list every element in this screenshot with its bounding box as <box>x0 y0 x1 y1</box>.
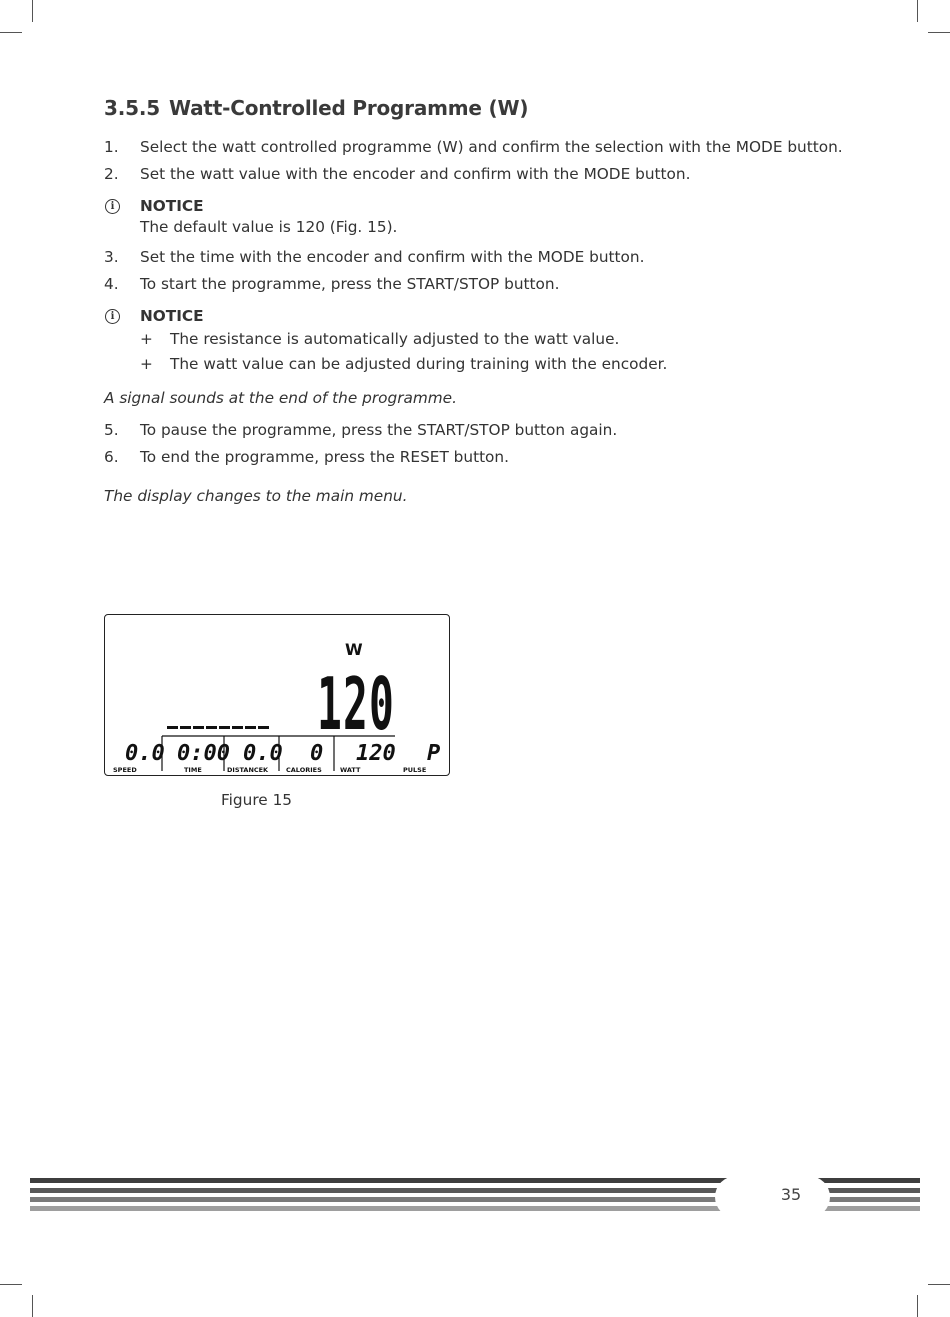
step-text: To pause the programme, press the START/STOP button again. <box>140 421 618 439</box>
step-text: Set the watt value with the encoder and confirm with the MODE button. <box>140 165 691 183</box>
distance-label: DISTANCE <box>227 766 264 774</box>
calories-value: 0 <box>310 741 324 766</box>
notice-text: The default value is 120 (Fig. 15). <box>140 218 398 236</box>
section-number: 3.5.5 <box>104 96 160 120</box>
distance-unit-suffix: K <box>263 766 269 774</box>
result-text: The display changes to the main menu. <box>104 487 408 505</box>
watt-label: WATT <box>340 766 361 774</box>
display-unit: W <box>345 640 363 659</box>
list-item <box>104 417 864 444</box>
result-text: A signal sounds at the end of the programme. <box>104 389 457 407</box>
list-item <box>104 161 864 188</box>
time-label: TIME <box>184 766 202 774</box>
crop-mark <box>32 0 33 22</box>
watt-value: 120 <box>356 741 396 766</box>
list-item <box>104 244 864 271</box>
main-content <box>104 96 864 515</box>
pulse-label: PULSE <box>403 766 427 774</box>
pulse-value: P <box>427 741 441 766</box>
info-icon: i <box>105 199 120 214</box>
step-number: 6. <box>104 448 119 466</box>
bullet-text: The resistance is automatically adjusted to the watt value. <box>170 330 620 348</box>
list-item <box>104 271 864 298</box>
speed-value: 0.0 <box>125 741 165 766</box>
step-number: 5. <box>104 421 119 439</box>
display-main-value: 120 <box>317 662 395 746</box>
calories-label: CALORIES <box>286 766 322 774</box>
info-icon: i <box>105 309 120 324</box>
speed-label: SPEED <box>113 766 137 774</box>
notice-title: NOTICE <box>140 307 204 325</box>
figure-caption: Figure 15 <box>221 791 293 809</box>
list-item <box>104 444 864 471</box>
notice-block <box>104 306 864 377</box>
time-value: 0:00 <box>177 741 230 766</box>
lcd-display-figure <box>104 614 450 776</box>
crop-mark <box>0 1284 22 1285</box>
list-item <box>104 134 864 161</box>
plus-bullet: + <box>140 355 153 373</box>
distance-value: 0.0 <box>243 741 283 766</box>
section-title: Watt-Controlled Programme (W) <box>168 96 529 120</box>
crop-mark <box>917 1295 918 1317</box>
step-number: 2. <box>104 165 119 183</box>
plus-bullet: + <box>140 330 153 348</box>
page-number: 35 <box>780 1185 802 1204</box>
bullet-text: The watt value can be adjusted during training with the encoder. <box>170 355 668 373</box>
crop-mark <box>917 0 918 22</box>
crop-mark <box>928 1284 950 1285</box>
step-text: Select the watt controlled programme (W) and confirm the selection with the MODE button. <box>140 138 843 156</box>
notice-title: NOTICE <box>140 197 204 215</box>
step-number: 4. <box>104 275 119 293</box>
step-text: To start the programme, press the START/STOP button. <box>140 275 560 293</box>
notice-bullet <box>140 327 864 352</box>
crop-mark <box>32 1295 33 1317</box>
crop-mark <box>0 32 22 33</box>
section-heading <box>104 96 864 120</box>
step-number: 3. <box>104 248 119 266</box>
notice-block <box>104 196 864 238</box>
step-text: To end the programme, press the RESET button. <box>140 448 509 466</box>
step-text: Set the time with the encoder and confirm with the MODE button. <box>140 248 645 266</box>
segment-bar <box>167 726 269 729</box>
crop-mark <box>928 32 950 33</box>
notice-bullet <box>140 352 864 377</box>
step-number: 1. <box>104 138 119 156</box>
